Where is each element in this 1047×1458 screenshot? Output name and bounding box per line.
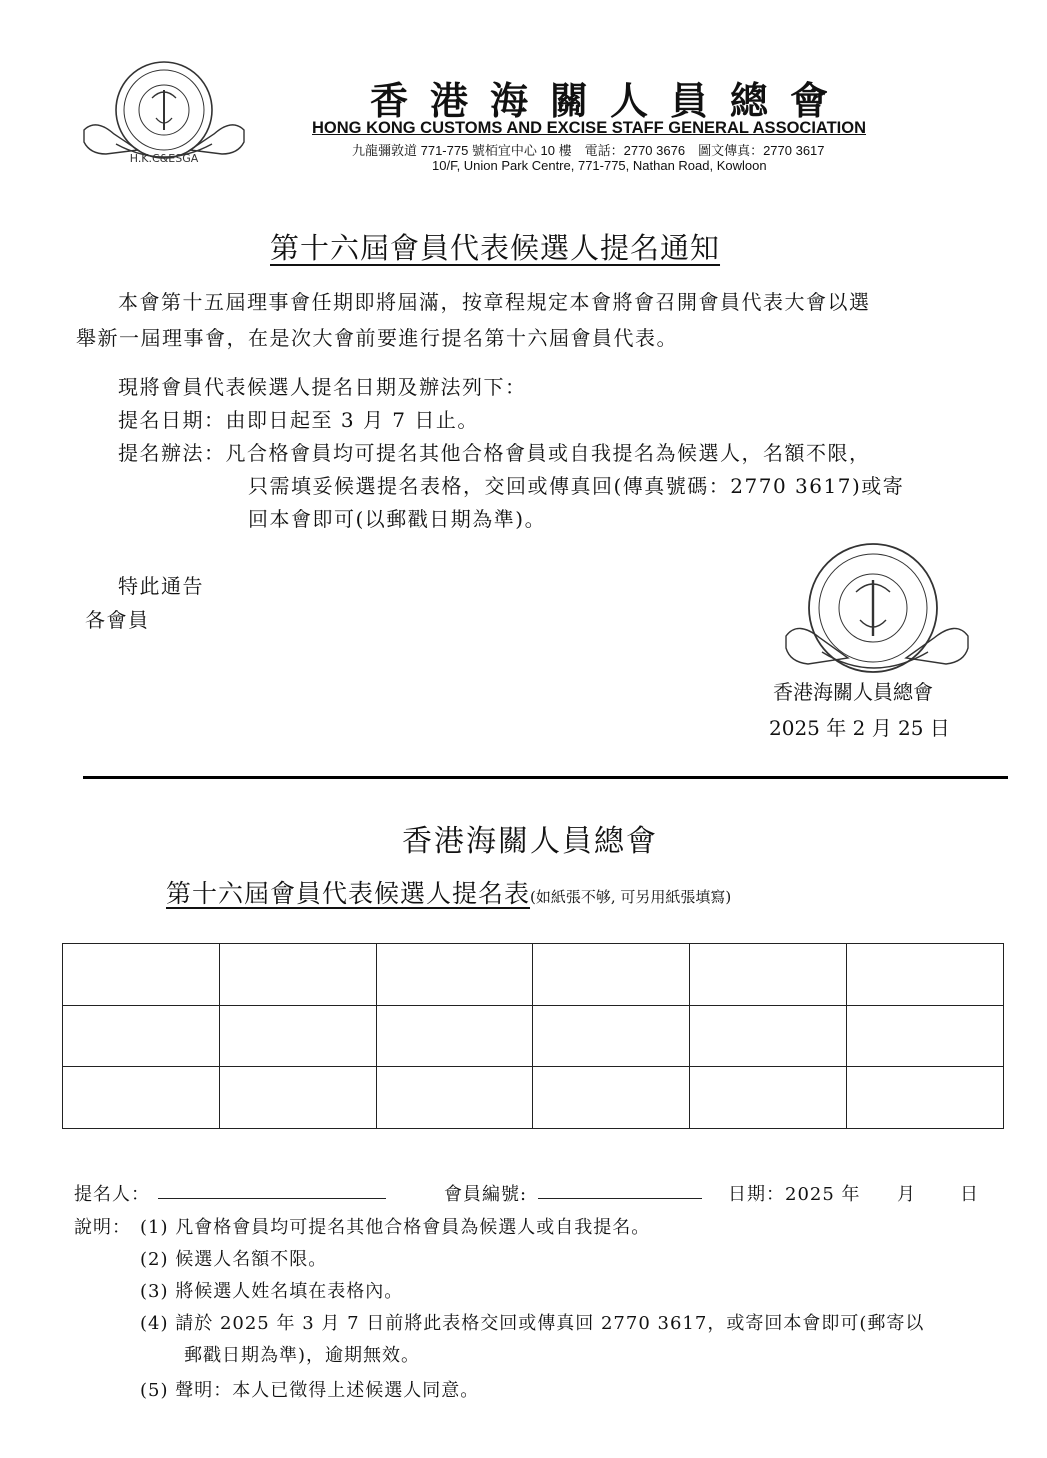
form-org-name: 香港海關人員總會 bbox=[402, 824, 658, 859]
candidate-cell[interactable] bbox=[219, 1005, 376, 1067]
address-en: 10/F, Union Park Centre, 771-775, Nathan Road, Kowloon bbox=[432, 158, 767, 173]
notice-recipients: 各會員 bbox=[85, 608, 150, 632]
candidate-cell[interactable] bbox=[219, 1067, 376, 1129]
nominator-label: 提名人： bbox=[74, 1184, 150, 1205]
note-item: (2) 候選人名額不限。 bbox=[140, 1249, 328, 1270]
candidate-cell[interactable] bbox=[63, 1005, 220, 1067]
notice-intro: 現將會員代表候選人提名日期及辦法列下： bbox=[118, 375, 527, 399]
logo-text: H.K.C&ESGA bbox=[129, 152, 199, 165]
form-title: 第十六屆會員代表候選人提名表 bbox=[166, 879, 531, 908]
candidate-cell[interactable] bbox=[847, 944, 1004, 1006]
nomination-method-line1: 提名辦法：凡合格會員均可提名其他合格會員或自我提名為候選人，名額不限， bbox=[118, 441, 871, 465]
candidate-cell[interactable] bbox=[533, 1005, 690, 1067]
candidate-cell[interactable] bbox=[690, 1005, 847, 1067]
candidate-cell[interactable] bbox=[376, 1067, 533, 1129]
form-day-label: 日 bbox=[960, 1184, 979, 1205]
form-month-label: 月 bbox=[897, 1184, 916, 1205]
nomination-date: 提名日期：由即日起至 3 月 7 日止。 bbox=[118, 408, 479, 432]
nomination-method-line3: 回本會即可(以郵戳日期為準)。 bbox=[248, 507, 547, 531]
table-row bbox=[63, 1067, 1004, 1129]
association-seal bbox=[778, 540, 974, 690]
notice-para1-line1: 本會第十五屆理事會任期即將屆滿，按章程規定本會將會召開會員代表大會以選 bbox=[118, 290, 871, 314]
notice-para1-line2: 舉新一屆理事會，在是次大會前要進行提名第十六屆會員代表。 bbox=[76, 326, 678, 350]
note-item: (4) 請於 2025 年 3 月 7 日前將此表格交回或傳真回 2770 3617，或寄回本會即可(郵寄以 bbox=[140, 1313, 925, 1334]
note-item: 郵戳日期為準)，逾期無效。 bbox=[184, 1345, 421, 1366]
candidate-cell[interactable] bbox=[533, 944, 690, 1006]
candidate-cell[interactable] bbox=[63, 1067, 220, 1129]
notes-label: 說明： bbox=[74, 1217, 131, 1238]
notice-signature: 香港海關人員總會 bbox=[773, 680, 933, 704]
address-zh: 九龍彌敦道 771-775 號栢宜中心 10 樓 電話：2770 3676 圖文傳真：2770 3617 bbox=[352, 143, 825, 158]
nomination-method-line2: 只需填妥候選提名表格，交回或傳真回(傳真號碼：2770 3617)或寄 bbox=[248, 474, 905, 498]
form-title-note: (如紙張不够, 可另用紙張填寫) bbox=[530, 888, 732, 906]
candidate-cell[interactable] bbox=[219, 944, 376, 1006]
form-date-label: 日期：2025 年 bbox=[728, 1184, 861, 1205]
candidate-cell[interactable] bbox=[847, 1067, 1004, 1129]
table-row bbox=[63, 944, 1004, 1006]
nominator-field[interactable] bbox=[158, 1198, 386, 1199]
association-logo bbox=[76, 58, 252, 174]
candidate-cell[interactable] bbox=[690, 1067, 847, 1129]
note-item: (5) 聲明：本人已徵得上述候選人同意。 bbox=[140, 1380, 480, 1401]
section-divider bbox=[83, 776, 1008, 779]
member-no-label: 會員編號: bbox=[444, 1184, 528, 1205]
notice-title: 第十六屆會員代表候選人提名通知 bbox=[270, 231, 721, 265]
note-item: (3) 將候選人姓名填在表格內。 bbox=[140, 1281, 404, 1302]
notice-date: 2025 年 2 月 25 日 bbox=[769, 716, 950, 740]
note-item: (1) 凡會格會員均可提名其他合格會員為候選人或自我提名。 bbox=[140, 1217, 651, 1238]
candidate-cell[interactable] bbox=[63, 944, 220, 1006]
candidate-cell[interactable] bbox=[690, 944, 847, 1006]
candidate-cell[interactable] bbox=[376, 944, 533, 1006]
org-name-en: HONG KONG CUSTOMS AND EXCISE STAFF GENERAL ASSOCIATION bbox=[312, 119, 867, 137]
notice-closing: 特此通告 bbox=[118, 574, 204, 598]
form-title-row bbox=[166, 874, 731, 910]
org-name-zh: 香港海關人員總會 bbox=[370, 78, 851, 123]
candidate-cell[interactable] bbox=[533, 1067, 690, 1129]
member-no-field[interactable] bbox=[538, 1198, 702, 1199]
table-row bbox=[63, 1005, 1004, 1067]
candidate-cell[interactable] bbox=[847, 1005, 1004, 1067]
candidate-cell[interactable] bbox=[376, 1005, 533, 1067]
candidate-table bbox=[62, 943, 1004, 1129]
